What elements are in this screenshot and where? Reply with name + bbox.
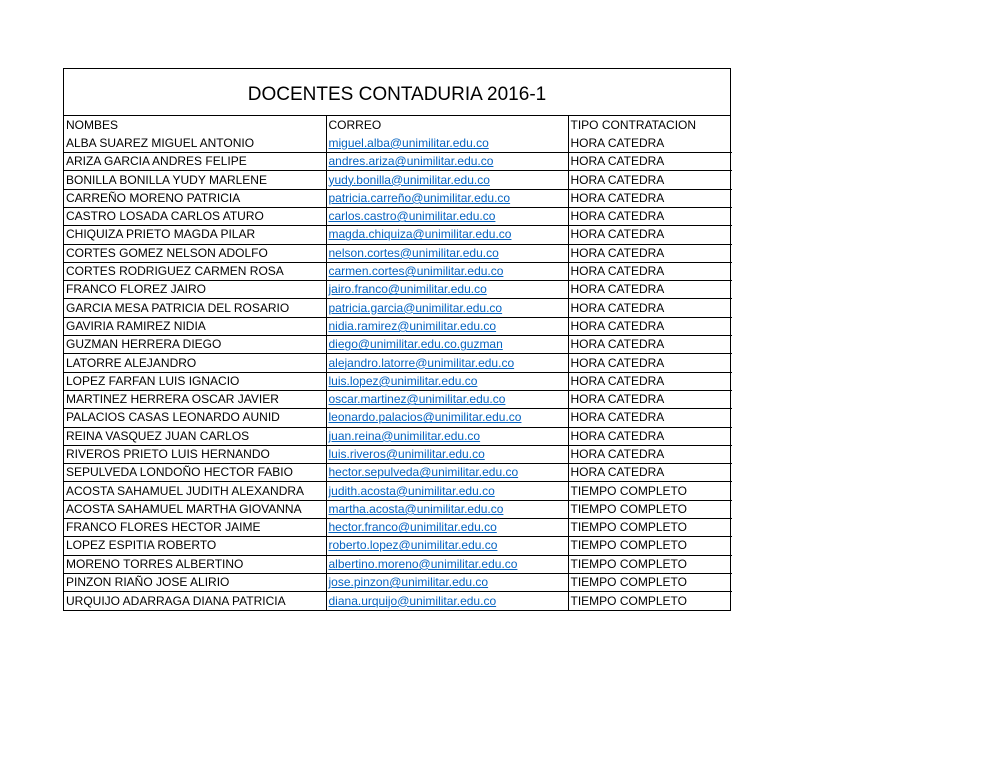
email-cell [326, 482, 568, 500]
contract-type-cell: HORA CATEDRA [568, 336, 732, 354]
table-row [64, 262, 732, 280]
contract-type-cell: TIEMPO COMPLETO [568, 555, 732, 573]
email-cell [326, 537, 568, 555]
email-link[interactable]: hector.franco@unimilitar.edu.co [328, 520, 497, 535]
email-cell [326, 592, 568, 610]
title-row [64, 69, 730, 116]
name-cell: LOPEZ FARFAN LUIS IGNACIO [64, 372, 326, 390]
name-cell: MARTINEZ HERRERA OSCAR JAVIER [64, 390, 326, 408]
name-cell: GARCIA MESA PATRICIA DEL ROSARIO [64, 299, 326, 317]
name-cell: MORENO TORRES ALBERTINO [64, 555, 326, 573]
name-cell: ARIZA GARCIA ANDRES FELIPE [64, 153, 326, 171]
email-link[interactable]: luis.riveros@unimilitar.edu.co [328, 446, 485, 461]
table-row [64, 207, 732, 225]
table-row [64, 226, 732, 244]
name-cell: LOPEZ ESPITIA ROBERTO [64, 537, 326, 555]
table-row [64, 390, 732, 408]
table-row [64, 281, 732, 299]
email-link[interactable]: alejandro.latorre@unimilitar.edu.co [328, 355, 515, 370]
email-link[interactable]: andres.ariza@unimilitar.edu.co [328, 154, 494, 169]
email-cell [326, 281, 568, 299]
contract-type-cell: HORA CATEDRA [568, 207, 732, 225]
table-row [64, 427, 732, 445]
table-row [64, 555, 732, 573]
email-link[interactable]: luis.lopez@unimilitar.edu.co [328, 373, 478, 388]
email-cell [326, 390, 568, 408]
header-type: TIPO CONTRATACION [570, 117, 697, 132]
name-cell: URQUIJO ADARRAGA DIANA PATRICIA [64, 592, 326, 610]
email-cell [326, 573, 568, 591]
email-cell [326, 189, 568, 207]
email-link[interactable]: carlos.castro@unimilitar.edu.co [328, 209, 496, 224]
table-row [64, 573, 732, 591]
email-cell [326, 171, 568, 189]
email-link[interactable]: yudy.bonilla@unimilitar.edu.co [328, 172, 490, 187]
table-row [64, 409, 732, 427]
spreadsheet [63, 68, 731, 611]
contract-type-cell: TIEMPO COMPLETO [568, 519, 732, 537]
contract-type-cell: HORA CATEDRA [568, 317, 732, 335]
name-cell: RIVEROS PRIETO LUIS HERNANDO [64, 445, 326, 463]
email-link[interactable]: judith.acosta@unimilitar.edu.co [328, 483, 495, 498]
email-cell [326, 372, 568, 390]
contract-type-cell: HORA CATEDRA [568, 281, 732, 299]
page-title: DOCENTES CONTADURIA 2016-1 [247, 84, 547, 105]
table-row [64, 537, 732, 555]
name-cell: PALACIOS CASAS LEONARDO AUNID [64, 409, 326, 427]
name-cell: CORTES RODRIGUEZ CARMEN ROSA [64, 262, 326, 280]
table-row [64, 189, 732, 207]
table-row [64, 153, 732, 171]
table-row [64, 171, 732, 189]
email-link[interactable]: oscar.martinez@unimilitar.edu.co [328, 392, 506, 407]
table-row [64, 317, 732, 335]
email-link[interactable]: miguel.alba@unimilitar.edu.co [328, 135, 489, 150]
email-link[interactable]: juan.reina@unimilitar.edu.co [328, 428, 481, 443]
name-cell: CARREÑO MORENO PATRICIA [64, 189, 326, 207]
header-row [64, 116, 732, 134]
email-cell [326, 336, 568, 354]
teachers-table [64, 116, 732, 610]
table-row [64, 482, 732, 500]
email-cell [326, 207, 568, 225]
contract-type-cell: HORA CATEDRA [568, 445, 732, 463]
email-link[interactable]: nidia.ramirez@unimilitar.edu.co [328, 318, 497, 333]
table-row [64, 244, 732, 262]
table-row [64, 372, 732, 390]
contract-type-cell: HORA CATEDRA [568, 262, 732, 280]
contract-type-cell: HORA CATEDRA [568, 171, 732, 189]
email-link[interactable]: nelson.cortes@unimilitar.edu.co [328, 245, 499, 260]
contract-type-cell: HORA CATEDRA [568, 299, 732, 317]
contract-type-cell: HORA CATEDRA [568, 153, 732, 171]
table-row [64, 299, 732, 317]
email-link[interactable]: magda.chiquiza@unimilitar.edu.co [328, 227, 512, 242]
name-cell: SEPULVEDA LONDOÑO HECTOR FABIO [64, 464, 326, 482]
contract-type-cell: HORA CATEDRA [568, 354, 732, 372]
email-cell [326, 134, 568, 152]
name-cell: FRANCO FLOREZ JAIRO [64, 281, 326, 299]
email-cell [326, 299, 568, 317]
contract-type-cell: TIEMPO COMPLETO [568, 500, 732, 518]
name-cell: REINA VASQUEZ JUAN CARLOS [64, 427, 326, 445]
table-row [64, 592, 732, 610]
email-cell [326, 427, 568, 445]
name-cell: ALBA SUAREZ MIGUEL ANTONIO [64, 134, 326, 152]
email-link[interactable]: hector.sepulveda@unimilitar.edu.co [328, 465, 519, 480]
name-cell: CORTES GOMEZ NELSON ADOLFO [64, 244, 326, 262]
email-link[interactable]: martha.acosta@unimilitar.edu.co [328, 501, 504, 516]
table-row [64, 354, 732, 372]
contract-type-cell: TIEMPO COMPLETO [568, 573, 732, 591]
table-row [64, 445, 732, 463]
name-cell: CHIQUIZA PRIETO MAGDA PILAR [64, 226, 326, 244]
name-cell: PINZON RIAÑO JOSE ALIRIO [64, 573, 326, 591]
name-cell: BONILLA BONILLA YUDY MARLENE [64, 171, 326, 189]
table-row [64, 464, 732, 482]
header-email: CORREO [326, 116, 568, 134]
contract-type-cell: HORA CATEDRA [568, 189, 732, 207]
email-link[interactable]: leonardo.palacios@unimilitar.edu.co [328, 410, 522, 425]
contract-type-cell: HORA CATEDRA [568, 244, 732, 262]
email-link[interactable]: jose.pinzon@unimilitar.edu.co [328, 575, 489, 590]
table-row [64, 134, 732, 152]
email-cell [326, 226, 568, 244]
contract-type-cell: HORA CATEDRA [568, 226, 732, 244]
name-cell: CASTRO LOSADA CARLOS ATURO [64, 207, 326, 225]
table-body [64, 134, 732, 610]
email-cell [326, 244, 568, 262]
table-row [64, 519, 732, 537]
email-link[interactable]: diana.urquijo@unimilitar.edu.co [328, 593, 497, 608]
email-link[interactable]: carmen.cortes@unimilitar.edu.co [328, 264, 504, 279]
contract-type-cell: HORA CATEDRA [568, 409, 732, 427]
email-link[interactable]: diego@unimilitar.edu.co.guzman [328, 337, 503, 352]
name-cell: FRANCO FLORES HECTOR JAIME [64, 519, 326, 537]
contract-type-cell: HORA CATEDRA [568, 464, 732, 482]
contract-type-cell: HORA CATEDRA [568, 372, 732, 390]
name-cell: ACOSTA SAHAMUEL MARTHA GIOVANNA [64, 500, 326, 518]
contract-type-cell: HORA CATEDRA [568, 390, 732, 408]
name-cell: GUZMAN HERRERA DIEGO [64, 336, 326, 354]
email-cell [326, 153, 568, 171]
email-link[interactable]: albertino.moreno@unimilitar.edu.co [328, 556, 518, 571]
email-cell [326, 262, 568, 280]
contract-type-cell: TIEMPO COMPLETO [568, 537, 732, 555]
contract-type-cell: TIEMPO COMPLETO [570, 593, 687, 608]
email-link[interactable]: patricia.garcia@unimilitar.edu.co [328, 300, 503, 315]
table-row [64, 500, 732, 518]
name-cell: ACOSTA SAHAMUEL JUDITH ALEXANDRA [64, 482, 326, 500]
email-link[interactable]: jairo.franco@unimilitar.edu.co [328, 282, 487, 297]
email-cell [326, 464, 568, 482]
email-link[interactable]: patricia.carreño@unimilitar.edu.co [328, 190, 511, 205]
email-cell [326, 445, 568, 463]
header-name: NOMBES [64, 116, 326, 134]
contract-type-cell: TIEMPO COMPLETO [568, 482, 732, 500]
email-link[interactable]: roberto.lopez@unimilitar.edu.co [328, 538, 498, 553]
contract-type-cell: HORA CATEDRA [568, 427, 732, 445]
name-cell: GAVIRIA RAMIREZ NIDIA [64, 317, 326, 335]
email-cell [326, 519, 568, 537]
table-row [64, 336, 732, 354]
email-cell [326, 500, 568, 518]
email-cell [326, 317, 568, 335]
email-cell [326, 354, 568, 372]
contract-type-cell: HORA CATEDRA [568, 134, 732, 152]
email-cell [326, 409, 568, 427]
name-cell: LATORRE ALEJANDRO [64, 354, 326, 372]
email-cell [326, 555, 568, 573]
